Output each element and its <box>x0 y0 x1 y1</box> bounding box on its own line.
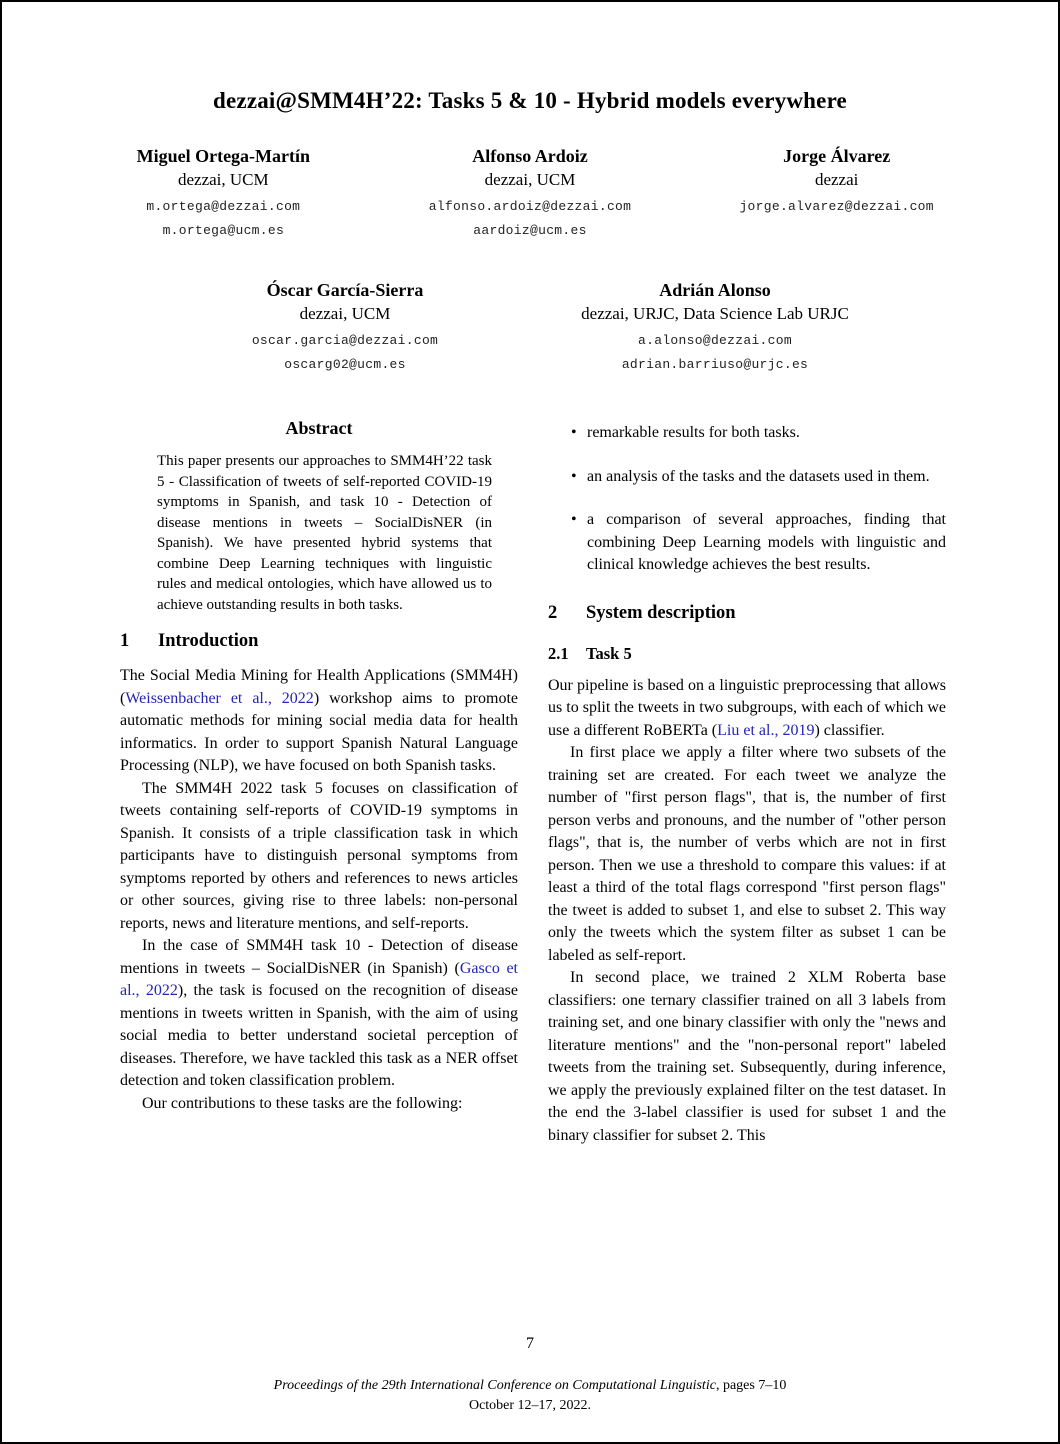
paper-title: dezzai@SMM4H’22: Tasks 5 & 10 - Hybrid models everywhere <box>213 88 847 113</box>
author-email: jorge.alvarez@dezzai.com <box>739 199 934 214</box>
author-name: Adrián Alonso <box>659 280 771 300</box>
list-item <box>548 422 946 445</box>
intro-paragraph-4: Our contributions to these tasks are the following: <box>142 1094 463 1112</box>
bullet-marker: • <box>571 424 577 441</box>
text-segment: ) workshop aims to promote automatic methods for mining social media data for health informatics. In order to support Spanish Natural Language Processing (NLP), we have focused on both Spanish tasks. <box>120 689 519 774</box>
author-email: m.ortega@ucm.es <box>162 223 285 238</box>
task5-paragraph-3: In second place, we trained 2 XLM Roberta base classifiers: one ternary classifier trained on all 3 labels from training set, and one binary classifier with only the "news and literature mentions" and the "non-personal report" labeled tweets from the training set. Subsequently, during inference, we apply the previously explained filter on the test dataset. In the end the 3-label classifier is used for subset 1 and the binary classifier for subset 2. This <box>548 969 946 1144</box>
author-affiliation: dezzai, URJC, Data Science Lab URJC <box>581 304 849 323</box>
right-column <box>548 418 946 1147</box>
author-affiliation: dezzai <box>814 170 859 189</box>
bullet-marker: • <box>571 467 577 485</box>
abstract-text: This paper presents our approaches to SMM4H’22 task 5 - Classification of tweets of self-reported COVID-19 symptoms in Spanish, and task 10 - Detection of disease mentions in tweets – SocialDisNER (in Spanish). We have presented hybrid systems that combine Deep Learning techniques with linguistic rules and medical ontologies, which have allowed us to achieve outstanding results in both tasks. <box>157 453 492 613</box>
author-name: Jorge Álvarez <box>783 146 891 166</box>
author-email: oscar.garcia@dezzai.com <box>251 333 439 348</box>
author-email: alfonso.ardoiz@dezzai.com <box>428 199 632 214</box>
citation-link[interactable]: Weissenbacher et al., 2022 <box>125 689 314 707</box>
section-heading-system-description <box>548 603 946 624</box>
section-number: 2 <box>548 602 558 623</box>
section-title: Introduction <box>158 631 259 651</box>
text-segment: The Social Media Mining for Health Applications (SMM4H) ( <box>120 667 518 707</box>
proceedings-pages: , pages 7–10 <box>715 1378 787 1393</box>
author-affiliation: dezzai, UCM <box>178 170 269 189</box>
proceedings-line <box>2 1376 1058 1396</box>
list-item-text: remarkable results for both tasks. <box>587 424 800 441</box>
author-affiliation: dezzai, UCM <box>299 304 391 323</box>
intro-paragraph-3 <box>120 935 518 1093</box>
list-item-text: an analysis of the tasks and the datasets used in them. <box>587 467 930 485</box>
page-number: 7 <box>526 1335 534 1352</box>
task5-paragraph-1 <box>548 675 946 743</box>
abstract-heading: Abstract <box>285 418 353 438</box>
author-email: a.alonso@dezzai.com <box>638 333 792 348</box>
bullet-marker: • <box>571 511 577 528</box>
left-column <box>120 418 518 1147</box>
footer <box>2 1376 1058 1416</box>
author-name: Óscar García-Sierra <box>266 280 424 300</box>
footer-date: October 12–17, 2022. <box>468 1398 592 1413</box>
section-number: 1 <box>120 631 130 651</box>
subsection-number: 2.1 <box>548 643 569 663</box>
authors-row-2 <box>160 280 900 372</box>
citation-link[interactable]: Liu et al., 2019 <box>717 721 815 739</box>
author-affiliation: dezzai, UCM <box>484 170 576 189</box>
citation-link[interactable]: Gasco et al., 2022 <box>120 959 519 999</box>
intro-paragraph-1 <box>120 665 518 778</box>
task5-paragraph-2: In first place we apply a filter where two subsets of the training set are created. For each tweet we analyze the number of "first person flags", that is, the number of first person verbs and pronouns, and the number of "other person flags", that is, the number of verbs which are not in first person. Then we use a threshold to compare this values: if at least a third of the total flags correspond "first person flags" the tweet is added to subset 1, and else to subset 2. This way only the tweets which the system filter as subset 1 can be labeled as self-report. <box>548 744 946 964</box>
author-block <box>530 280 900 372</box>
proceedings-title: Proceedings of the 29th International Conference on Computational Linguistic <box>273 1378 716 1393</box>
author-email: m.ortega@dezzai.com <box>146 199 301 214</box>
author-email: oscarg02@ucm.es <box>284 357 406 372</box>
author-email: adrian.barriuso@urjc.es <box>621 357 809 372</box>
intro-paragraph-2: The SMM4H 2022 task 5 focuses on classification of tweets containing self-reports of COVID-19 symptoms in Spanish. It consists of a triple classification task in which participants have to distinguish personal symptoms from symptoms reported by others and references to news articles or other sources, giving rise to three labels: non-personal reports, news and literature mentions, and self-reports. <box>120 779 518 932</box>
author-name: Alfonso Ardoiz <box>472 146 588 166</box>
author-block <box>70 146 377 238</box>
list-item <box>548 466 946 489</box>
subsection-title: Task 5 <box>586 643 632 663</box>
contributions-list <box>548 422 946 577</box>
text-segment: Our pipeline is based on a linguistic preprocessing that allows us to split the tweets in two subgroups, with each of which we use a different RoBERTa ( <box>548 676 946 739</box>
author-block <box>160 280 530 372</box>
section-title: System description <box>586 602 736 623</box>
two-column-body <box>2 418 1058 1147</box>
author-name: Miguel Ortega-Martín <box>136 146 311 166</box>
author-block <box>377 146 684 238</box>
authors-row-1 <box>70 146 990 238</box>
text-segment: ) classifier. <box>814 721 885 739</box>
list-item-text: a comparison of several approaches, finding that combining Deep Learning models with linguistic and clinical knowledge achieves the best results. <box>587 511 946 573</box>
list-item <box>548 509 946 577</box>
subsection-heading-task5 <box>548 644 946 664</box>
text-segment: ), the task is focused on the recognition of disease mentions in tweets written in Spanish, with the aim of using social media to better understand societal perception of diseases. Therefore, we have tackled this task as a NER offset detection and token classification problem. <box>120 982 518 1089</box>
text-segment: In the case of SMM4H task 10 - Detection of disease mentions in tweets – SocialDisNER (in Spanish) ( <box>120 937 518 977</box>
author-block <box>683 146 990 238</box>
author-email: aardoiz@ucm.es <box>473 223 587 238</box>
section-heading-introduction <box>120 631 518 652</box>
